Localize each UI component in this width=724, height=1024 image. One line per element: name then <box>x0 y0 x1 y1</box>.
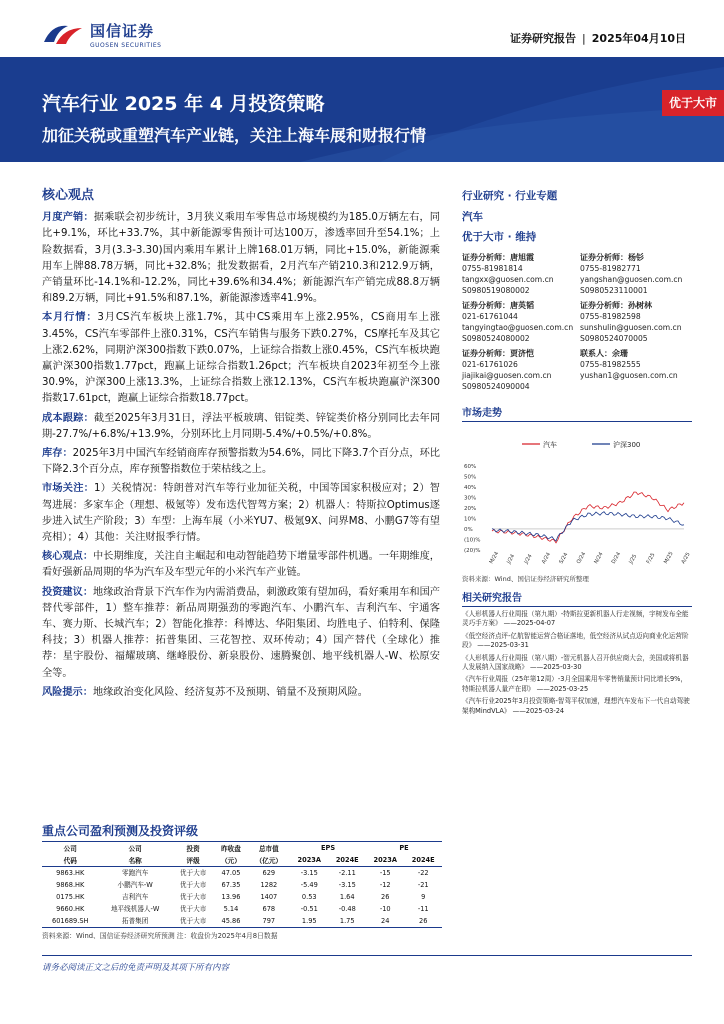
table-cell: 零跑汽车 <box>122 869 149 877</box>
table-cell: 5.14 <box>223 905 239 913</box>
table-header-row <box>42 842 442 855</box>
y-tick-label: 60% <box>464 464 477 471</box>
table-header-cell: 公司 <box>63 845 77 853</box>
paragraph-key: 本月行情： <box>42 312 98 324</box>
logo-name-en: GUOSEN SECURITIES <box>90 41 162 49</box>
x-tick-label: J/24 <box>505 553 517 565</box>
analyst-name: 唐英韬 <box>510 301 534 310</box>
analyst-name: 杨钐 <box>628 253 644 262</box>
x-tick-label: M/24 <box>488 550 501 565</box>
table-cell: 9 <box>421 893 426 901</box>
paragraph-inventory <box>42 446 440 478</box>
table-cell: 9868.HK <box>56 881 85 889</box>
guosen-logo-icon <box>42 20 84 48</box>
analyst-name: 孙树林 <box>628 301 652 310</box>
analyst-card <box>580 252 690 296</box>
table-cell: -12 <box>379 881 391 889</box>
table-cell: 13.96 <box>221 893 241 901</box>
table-cell: 1282 <box>260 881 278 889</box>
table-cell: 45.86 <box>214 915 247 928</box>
table-cell: 拓普集团 <box>99 915 172 928</box>
table-cell: 26 <box>404 915 442 928</box>
report-date: 2025年04月10日 <box>591 32 686 45</box>
table-cell: 优于大市 <box>172 915 214 928</box>
analyst-name: 唐旭霞 <box>510 253 534 262</box>
report-type: 证券研究报告 <box>510 32 577 45</box>
table-header-cell: 代码 <box>42 854 99 867</box>
table-cell: 优于大市 <box>179 905 207 913</box>
legend-label: 沪深300 <box>613 441 641 449</box>
core-views <box>42 188 440 704</box>
analyst-name: 余珊 <box>612 349 628 358</box>
paragraph-key: 月度产销： <box>42 212 94 224</box>
table-row <box>42 915 442 928</box>
meta-separator: | <box>582 32 586 45</box>
analyst-cert: S0980519080002 <box>462 286 530 295</box>
paragraph-text: 地缘政治变化风险、经济复苏不及预期、销量不及预期风险。 <box>92 686 368 698</box>
x-tick-label: O/24 <box>575 551 588 565</box>
analyst-phone: 0755-81981814 <box>462 264 523 273</box>
table-cell: 1407 <box>260 893 278 901</box>
sidebar <box>462 188 692 716</box>
forecast-table <box>42 841 442 928</box>
table-cell: -15 <box>379 869 391 877</box>
table-cell: 0.53 <box>301 893 317 901</box>
related-report-item[interactable]: 《汽车行业周报（25年第12周）-3月全国乘用车零售销量预计同比增长9%，特斯拉机器人量产在即》 ——2025-03-25 <box>462 675 688 693</box>
series-line-auto <box>492 492 684 543</box>
analyst-list <box>462 252 692 392</box>
table-header-cell: 2024E <box>328 854 366 867</box>
x-tick-label: J/25 <box>628 553 639 565</box>
table-header-cell: 投资 <box>186 845 200 853</box>
analyst-phone: 021-61761026 <box>462 360 518 369</box>
report-title: 汽车行业 2025 年 4 月投资策略 <box>42 93 325 115</box>
analyst-email[interactable]: tangxx@guosen.com.cn <box>462 275 554 284</box>
analyst-phone: 0755-81982598 <box>580 312 641 321</box>
related-reports-title: 相关研究报告 <box>462 589 692 607</box>
paragraph-text: 中长期维度，关注自主崛起和电动智能趋势下增量零部件机遇。一年期维度，看好强新品周期的华为汽车及车型元年的小米汽车产业链。 <box>42 551 440 579</box>
table-cell: 优于大市 <box>179 881 207 889</box>
market-trend-chart <box>462 422 692 572</box>
related-report-item[interactable]: 《低空经济点评-亿航智能运营合格证落地，低空经济从试点迈向商业化运营阶段》 ——2025-03-31 <box>462 631 689 650</box>
analyst-cert: S0980524070005 <box>580 334 648 343</box>
table-header-cell: 2023A <box>366 854 404 867</box>
paragraph-key: 成本跟踪： <box>42 412 94 424</box>
logo-name-cn: 国信证券 <box>90 21 155 40</box>
paragraph-text: 地缘政治背景下汽车作为内需消费品，刺激政策有望加码，看好乘用车和国产替代零部件，1）整车推荐：新品周期强劲的零跑汽车、小鹏汽车、吉利汽车、宇通客车、赛力斯、长城汽车；2）智能化推荐：科博达、华阳集团、均胜电子、伯特利、保隆科技；3）机器人推荐：拓普集团、三花智控、双环传动；4）国产替代（全球化）推荐：星宇股份、福耀玻璃、继峰股份、新泉股份、速腾聚创、地平线机器人-W、松原安全等。 <box>42 586 440 679</box>
x-tick-label: F/25 <box>645 552 657 565</box>
table-cell: 优于大市 <box>179 869 207 877</box>
table-header-cell: 评级 <box>172 854 214 867</box>
paragraph-text: 3月CS汽车板块上涨1.7%，其中CS乘用车上涨2.95%，CS商用车上涨3.45%，CS汽车零部件上涨0.31%，CS汽车销售与服务下跌0.27%，CS摩托车及其它上涨2.62%，同期沪深300指数下跌0.07%，上证综合指数上涨0.45%，CS汽车板块跑赢沪深300指数1.77pct，跑赢上证综合指数1.26pct；汽车板块自2023年初至今上涨30.9%，沪深300上涨13.3%，上证综合指数上涨12.13%，CS汽车板块跑赢沪深300指数17.61pct，跑赢上证综合指数18.77pct。 <box>42 312 441 405</box>
table-cell: 地平线机器人-W <box>110 905 160 913</box>
market-trend-title: 市场走势 <box>462 404 692 422</box>
table-header-cell: （元） <box>214 854 247 867</box>
table-cell: 1.75 <box>328 915 366 928</box>
paragraph-text: 2025年3月中国汽车经销商库存预警指数为54.6%，同比下降3.7个百分点，环比下降2.3个百分点，库存预警指数位于荣枯线之上。 <box>42 448 440 476</box>
analyst-role: 证券分析师： <box>462 301 510 310</box>
table-header-cell: （亿元） <box>248 854 290 867</box>
table-header-cell: 名称 <box>99 854 172 867</box>
paragraph-text: 据乘联会初步统计，3月狭义乘用车零售总市场规模约为185.0万辆左右，同比+9.1%，环比+33.7%，其中新能源零售预计可达100万，渗透率回升至54.1%；上险数据看，3月(3.3-3.30)国内乘用车累计上牌168.01万辆，同比+15.0%，新能源乘用车上牌88.78万辆，同比+32.8%；批发数据看，2月汽车产销210.3和212.9万辆，产销量环比-14.1%和-12.2%，同比+39.6%和34.4%；新能源汽车产销完成88.8万辆和89.2万辆，同比+91.5%和87.1%，新能源渗透率41.9%。 <box>42 212 440 305</box>
report-meta <box>510 30 686 46</box>
contact-card <box>580 348 690 392</box>
table-row <box>42 891 442 903</box>
analyst-card <box>462 252 572 296</box>
table-cell: -11 <box>417 905 429 913</box>
paragraph-cost <box>42 411 440 443</box>
x-tick-label: S/24 <box>558 551 570 565</box>
rating-tag: 优于大市 <box>662 90 724 116</box>
y-tick-label: 30% <box>464 495 477 502</box>
x-tick-label: A/25 <box>680 551 692 565</box>
table-row <box>42 867 442 880</box>
core-views-title: 核心观点 <box>42 188 95 203</box>
table-header-cell: 2023A <box>290 854 328 867</box>
y-tick-label: (20)% <box>464 547 481 554</box>
analyst-card <box>580 300 690 344</box>
analyst-role: 证券分析师： <box>462 349 510 358</box>
paragraph-advice <box>42 585 440 682</box>
related-report-item[interactable]: 《汽车行业2025年3月投资策略-智驾平权加速，理想汽车发布下一代自动驾驶架构MindVLA》 ——2025-03-24 <box>462 697 690 715</box>
legend-label: 汽车 <box>543 441 557 449</box>
table-cell: 9660.HK <box>56 905 85 913</box>
analyst-role: 证券分析师： <box>462 253 510 262</box>
table-cell: 47.05 <box>221 869 241 877</box>
analyst-cert: S0980523110001 <box>580 286 648 295</box>
analyst-cert: S0980524080002 <box>462 334 530 343</box>
table-cell: -0.51 <box>300 905 318 913</box>
table-cell: 24 <box>366 915 404 928</box>
market-trend-svg <box>462 422 692 572</box>
analyst-email[interactable]: tangyingtao@guosen.com.cn <box>462 323 574 332</box>
y-tick-label: 10% <box>464 516 477 523</box>
y-tick-label: 40% <box>464 485 477 492</box>
paragraph-key: 风险提示： <box>42 686 93 698</box>
table-cell: -5.49 <box>300 881 318 889</box>
analyst-card <box>462 348 572 392</box>
paragraph-key: 市场关注： <box>42 483 95 495</box>
table-row <box>42 879 442 891</box>
related-reports <box>462 589 692 716</box>
table-cell: 67.35 <box>221 881 241 889</box>
table-cell: 678 <box>262 905 276 913</box>
table-cell: 1.64 <box>339 893 355 901</box>
table-cell: -2.11 <box>338 869 356 877</box>
table-cell: -10 <box>379 905 391 913</box>
analyst-role: 证券分析师： <box>580 253 628 262</box>
table-cell: 797 <box>248 915 290 928</box>
y-tick-label: 0% <box>464 526 473 533</box>
table-cell: -3.15 <box>300 869 318 877</box>
title-banner <box>0 57 724 162</box>
analyst-email[interactable]: jiajikai@guosen.com.cn <box>462 371 552 380</box>
report-category: 行业研究 · 行业专题 <box>462 190 558 202</box>
paragraph-core <box>42 549 440 581</box>
analyst-cert: S0980524090004 <box>462 382 530 391</box>
table-cell: 26 <box>381 893 390 901</box>
y-tick-label: 20% <box>464 506 477 512</box>
chart-source: 资料来源：Wind、国信证券经济研究所整理 <box>462 575 589 583</box>
table-header-cell: PE <box>399 844 409 852</box>
paragraph-focus <box>42 481 440 546</box>
analyst-name: 贾济恺 <box>510 349 534 358</box>
table-cell: 优于大市 <box>179 893 207 901</box>
related-report-item[interactable]: 《人形机器人行业周报（第八期）-智元机器人召开供应商大会，美国或将机器人发展纳入国家战略》 ——2025-03-30 <box>462 653 689 672</box>
table-header-cell: 2024E <box>404 854 442 867</box>
table-cell: 0175.HK <box>56 893 85 901</box>
table-cell: 1.95 <box>290 915 328 928</box>
rating-line: 优于大市 · 维持 <box>462 231 537 243</box>
table-cell: -21 <box>417 881 429 889</box>
table-header-cell: 总市值 <box>258 845 279 853</box>
table-cell: -3.15 <box>338 881 356 889</box>
x-tick-label: M/25 <box>663 550 675 565</box>
table-cell: 小鹏汽车-W <box>117 881 153 889</box>
paragraph-key: 库存： <box>42 448 73 460</box>
footer-disclaimer: 请务必阅读正文之后的免责声明及其项下所有内容 <box>42 963 230 973</box>
x-tick-label: J/24 <box>523 553 534 565</box>
company-logo <box>42 18 161 50</box>
x-tick-label: D/24 <box>610 551 623 565</box>
footer-divider <box>42 955 692 956</box>
y-tick-label: 50% <box>464 474 477 481</box>
analyst-phone: 0755-81982555 <box>580 360 641 369</box>
paragraph-risk <box>42 685 440 701</box>
table-header-cell: EPS <box>320 844 336 852</box>
table-row <box>42 903 442 915</box>
analyst-role: 证券分析师： <box>580 301 628 310</box>
series-line-csi300 <box>492 512 684 541</box>
analyst-email[interactable]: yangshan@guosen.com.cn <box>580 275 683 284</box>
table-header-cell: 昨收盘 <box>221 845 241 853</box>
related-report-item[interactable]: 《人形机器人行业周报（第九期）-特斯拉更新机器人行走视频，宇树发布全能灵巧手方案》 ——2025-04-07 <box>462 610 689 628</box>
y-tick-label: (10)% <box>464 537 481 544</box>
x-tick-label: A/24 <box>540 551 553 565</box>
table-cell: 吉利汽车 <box>122 893 149 901</box>
report-subtitle: 加征关税或重塑汽车产业链，关注上海车展和财报行情 <box>42 126 427 145</box>
analyst-role: 联系人： <box>580 349 612 358</box>
analyst-phone: 0755-81982771 <box>580 264 641 273</box>
forecast-table-title: 重点公司盈利预测及投资评级 <box>42 824 199 838</box>
table-cell: 601689.SH <box>42 915 99 928</box>
paragraph-sales <box>42 210 440 307</box>
table-cell: -22 <box>417 869 429 877</box>
industry-name: 汽车 <box>462 211 483 223</box>
paragraph-text: 1）关税情况：特朗普对汽车等行业加征关税，中国等国家积极应对；2）智驾进展：多家车企（理想、极氪等）发布迭代智驾方案；2）机器人：特斯拉Optimus逐步进入试生产阶段；3）车型：上海车展（小米YU7、极氪9X、问界M8、小鹏G7等有望亮相）；4）其他：关注财报季行情。 <box>42 483 440 544</box>
analyst-phone: 021-61761044 <box>462 312 518 321</box>
table-cell: -0.48 <box>338 905 356 913</box>
table-cell: 9863.HK <box>56 869 85 877</box>
analyst-email[interactable]: sunshulin@guosen.com.cn <box>580 323 682 332</box>
forecast-table-body <box>42 867 442 928</box>
table-header-cell: 公司 <box>128 845 142 853</box>
paragraph-text: 截至2025年3月31日，浮法平板玻璃、铝锭类、锌锭类价格分别同比去年同期-27.7%/+6.8%/+13.9%，分别环比上月同期-5.4%/+0.5%/+0.8%。 <box>42 412 441 440</box>
analyst-email[interactable]: yushan1@guosen.com.cn <box>580 371 678 380</box>
paragraph-key: 投资建议： <box>42 586 94 598</box>
table-source: 资料来源：Wind、国信证券经济研究所预测 注：收盘价为2025年4月8日数据 <box>42 932 278 940</box>
x-tick-label: N/24 <box>593 551 605 565</box>
table-cell: 629 <box>262 869 276 877</box>
table-header-row <box>42 854 442 867</box>
paragraph-key: 核心观点： <box>42 551 94 563</box>
analyst-card <box>462 300 572 344</box>
paragraph-market <box>42 310 440 407</box>
